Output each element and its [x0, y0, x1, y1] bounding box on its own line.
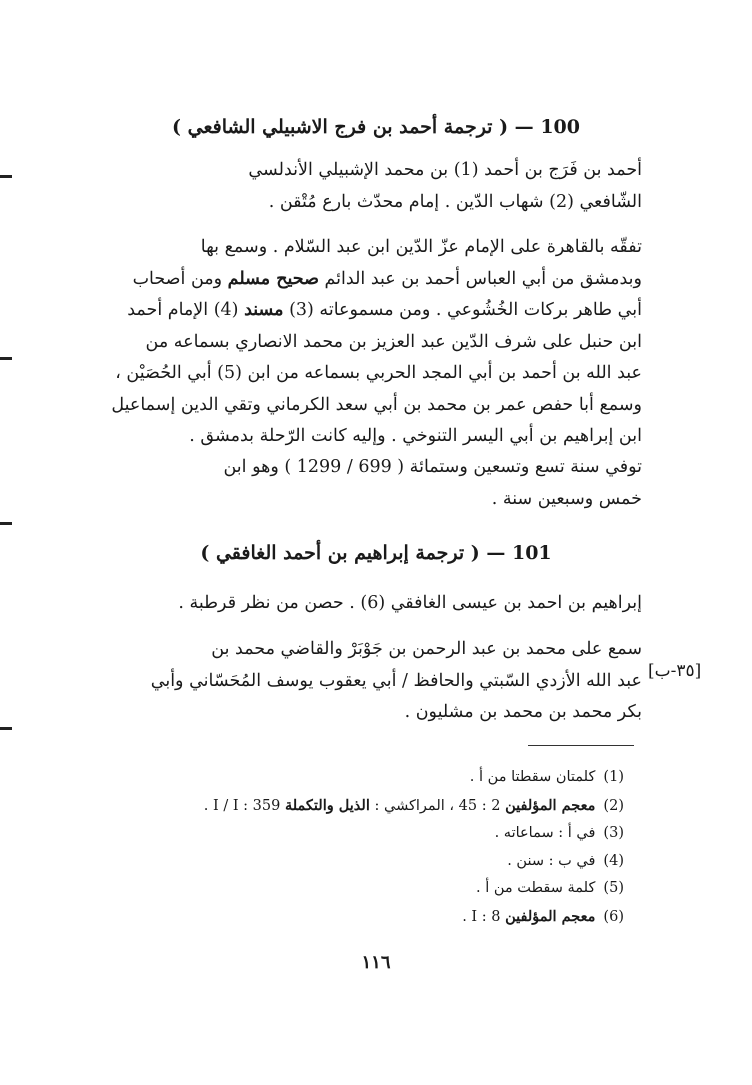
footnotes [120, 764, 624, 931]
book-title: معجم المؤلفين [505, 796, 596, 814]
text-line: خمس وسبعين سنة . [491, 488, 642, 509]
margin-mark [0, 727, 12, 730]
footnote [120, 820, 624, 848]
text-line [100, 295, 642, 327]
text-line: وسمع أبا حفص عمر بن محمد بن أبي سعد الكرماني وتقي الدين إسماعيل [111, 394, 642, 415]
footnote-number: (3) [603, 825, 624, 841]
entry-101-intro [100, 588, 642, 620]
book-title: صحيح مسلم [227, 268, 319, 289]
text-line: عبد الله الأزدي السّبتي والحافظ / أبي يعقوب يوسف المُحَسّاني وأبي [150, 670, 642, 691]
text-line: الشّافعي (2) شهاب الدّين . إمام محدّث بارع مُتْقن . [268, 191, 642, 212]
footnote-text: في ب : سنن . [507, 852, 596, 869]
entry-101-body [100, 634, 642, 729]
footnote [120, 764, 624, 792]
book-title: الذيل والتكملة [284, 796, 370, 814]
text-span: وبدمشق من أبي العباس أحمد بن عبد الدائم [318, 268, 642, 289]
text-line: ابن إبراهيم بن أبي اليسر التنوخي . وإليه كانت الرّحلة بدمشق . [189, 426, 642, 446]
text-line: توفي سنة تسع وتسعين وستمائة ( 699 / 1299 ) وهو ابن [223, 457, 642, 477]
footnote [120, 903, 624, 932]
text-span: ومن أصحاب [132, 268, 228, 289]
footnote-text: في أ : سماعاته . [494, 825, 596, 841]
text-line: تفقّه بالقاهرة على الإمام عزّ الدّين ابن عبد السّلام . وسمع بها [200, 237, 642, 257]
footnote-number: (4) [603, 852, 624, 869]
text-line: بكر محمد بن محمد بن مشليون . [404, 702, 642, 722]
manuscript-folio-note: [٣٥-ب] [648, 661, 702, 681]
entry-100-body [100, 232, 642, 453]
footnote-number: (6) [603, 908, 624, 925]
entry-101-heading: 101 — ( ترجمة إبراهيم بن أحمد الغافقي ) [200, 542, 552, 564]
footnote-text: 2 : 45 ، المراكشي : [369, 797, 506, 814]
footnote-text: كلمة سقطت من أ . [476, 880, 596, 896]
text-line: ابن حنبل على شرف الدّين عبد العزيز بن محمد الانصاري بسماعه من [145, 331, 642, 352]
footnote-text: I : 8 . [462, 908, 506, 925]
footnote-text: I / I : 359 . [203, 797, 285, 814]
footnote-number: (2) [603, 797, 624, 814]
footnote-number: (1) [603, 769, 624, 785]
book-title: معجم المؤلفين [505, 907, 596, 925]
text-line: إبراهيم بن احمد بن عيسى الغافقي (6) . حصن من نظر قرطبة . [178, 593, 642, 613]
book-title: مسند [244, 300, 284, 320]
footnote [120, 875, 624, 903]
entry-100-death [100, 452, 642, 515]
text-span: (4) الإمام أحمد [127, 300, 245, 320]
footnote-text: كلمتان سقطتا من أ . [469, 769, 596, 785]
text-line: عبد الله بن أحمد بن أبي المجد الحربي بسماعه من ابن (5) أبي الحُصَيْن ، [115, 363, 642, 383]
text-line: أحمد بن فَرَج بن أحمد (1) بن محمد الإشبيلي الأندلسي [248, 160, 642, 180]
margin-mark [0, 357, 12, 360]
text-span: أبي طاهر بركات الخُشُوعي . ومن مسموعاته (3) [283, 300, 642, 320]
text-line: سمع على محمد بن عبد الرحمن بن جَوْبَرْ والقاضي محمد بن [211, 639, 642, 659]
text-line [100, 264, 642, 296]
margin-mark [0, 522, 12, 525]
footnote-number: (5) [603, 880, 624, 896]
entry-100-heading: 100 — ( ترجمة أحمد بن فرج الاشبيلي الشافعي ) [172, 116, 580, 138]
footnote [120, 848, 624, 876]
footnote [120, 792, 624, 821]
footnote-divider [528, 745, 634, 746]
entry-100-intro [100, 155, 642, 218]
page-number: ١١٦ [361, 952, 391, 973]
margin-mark [0, 175, 12, 178]
